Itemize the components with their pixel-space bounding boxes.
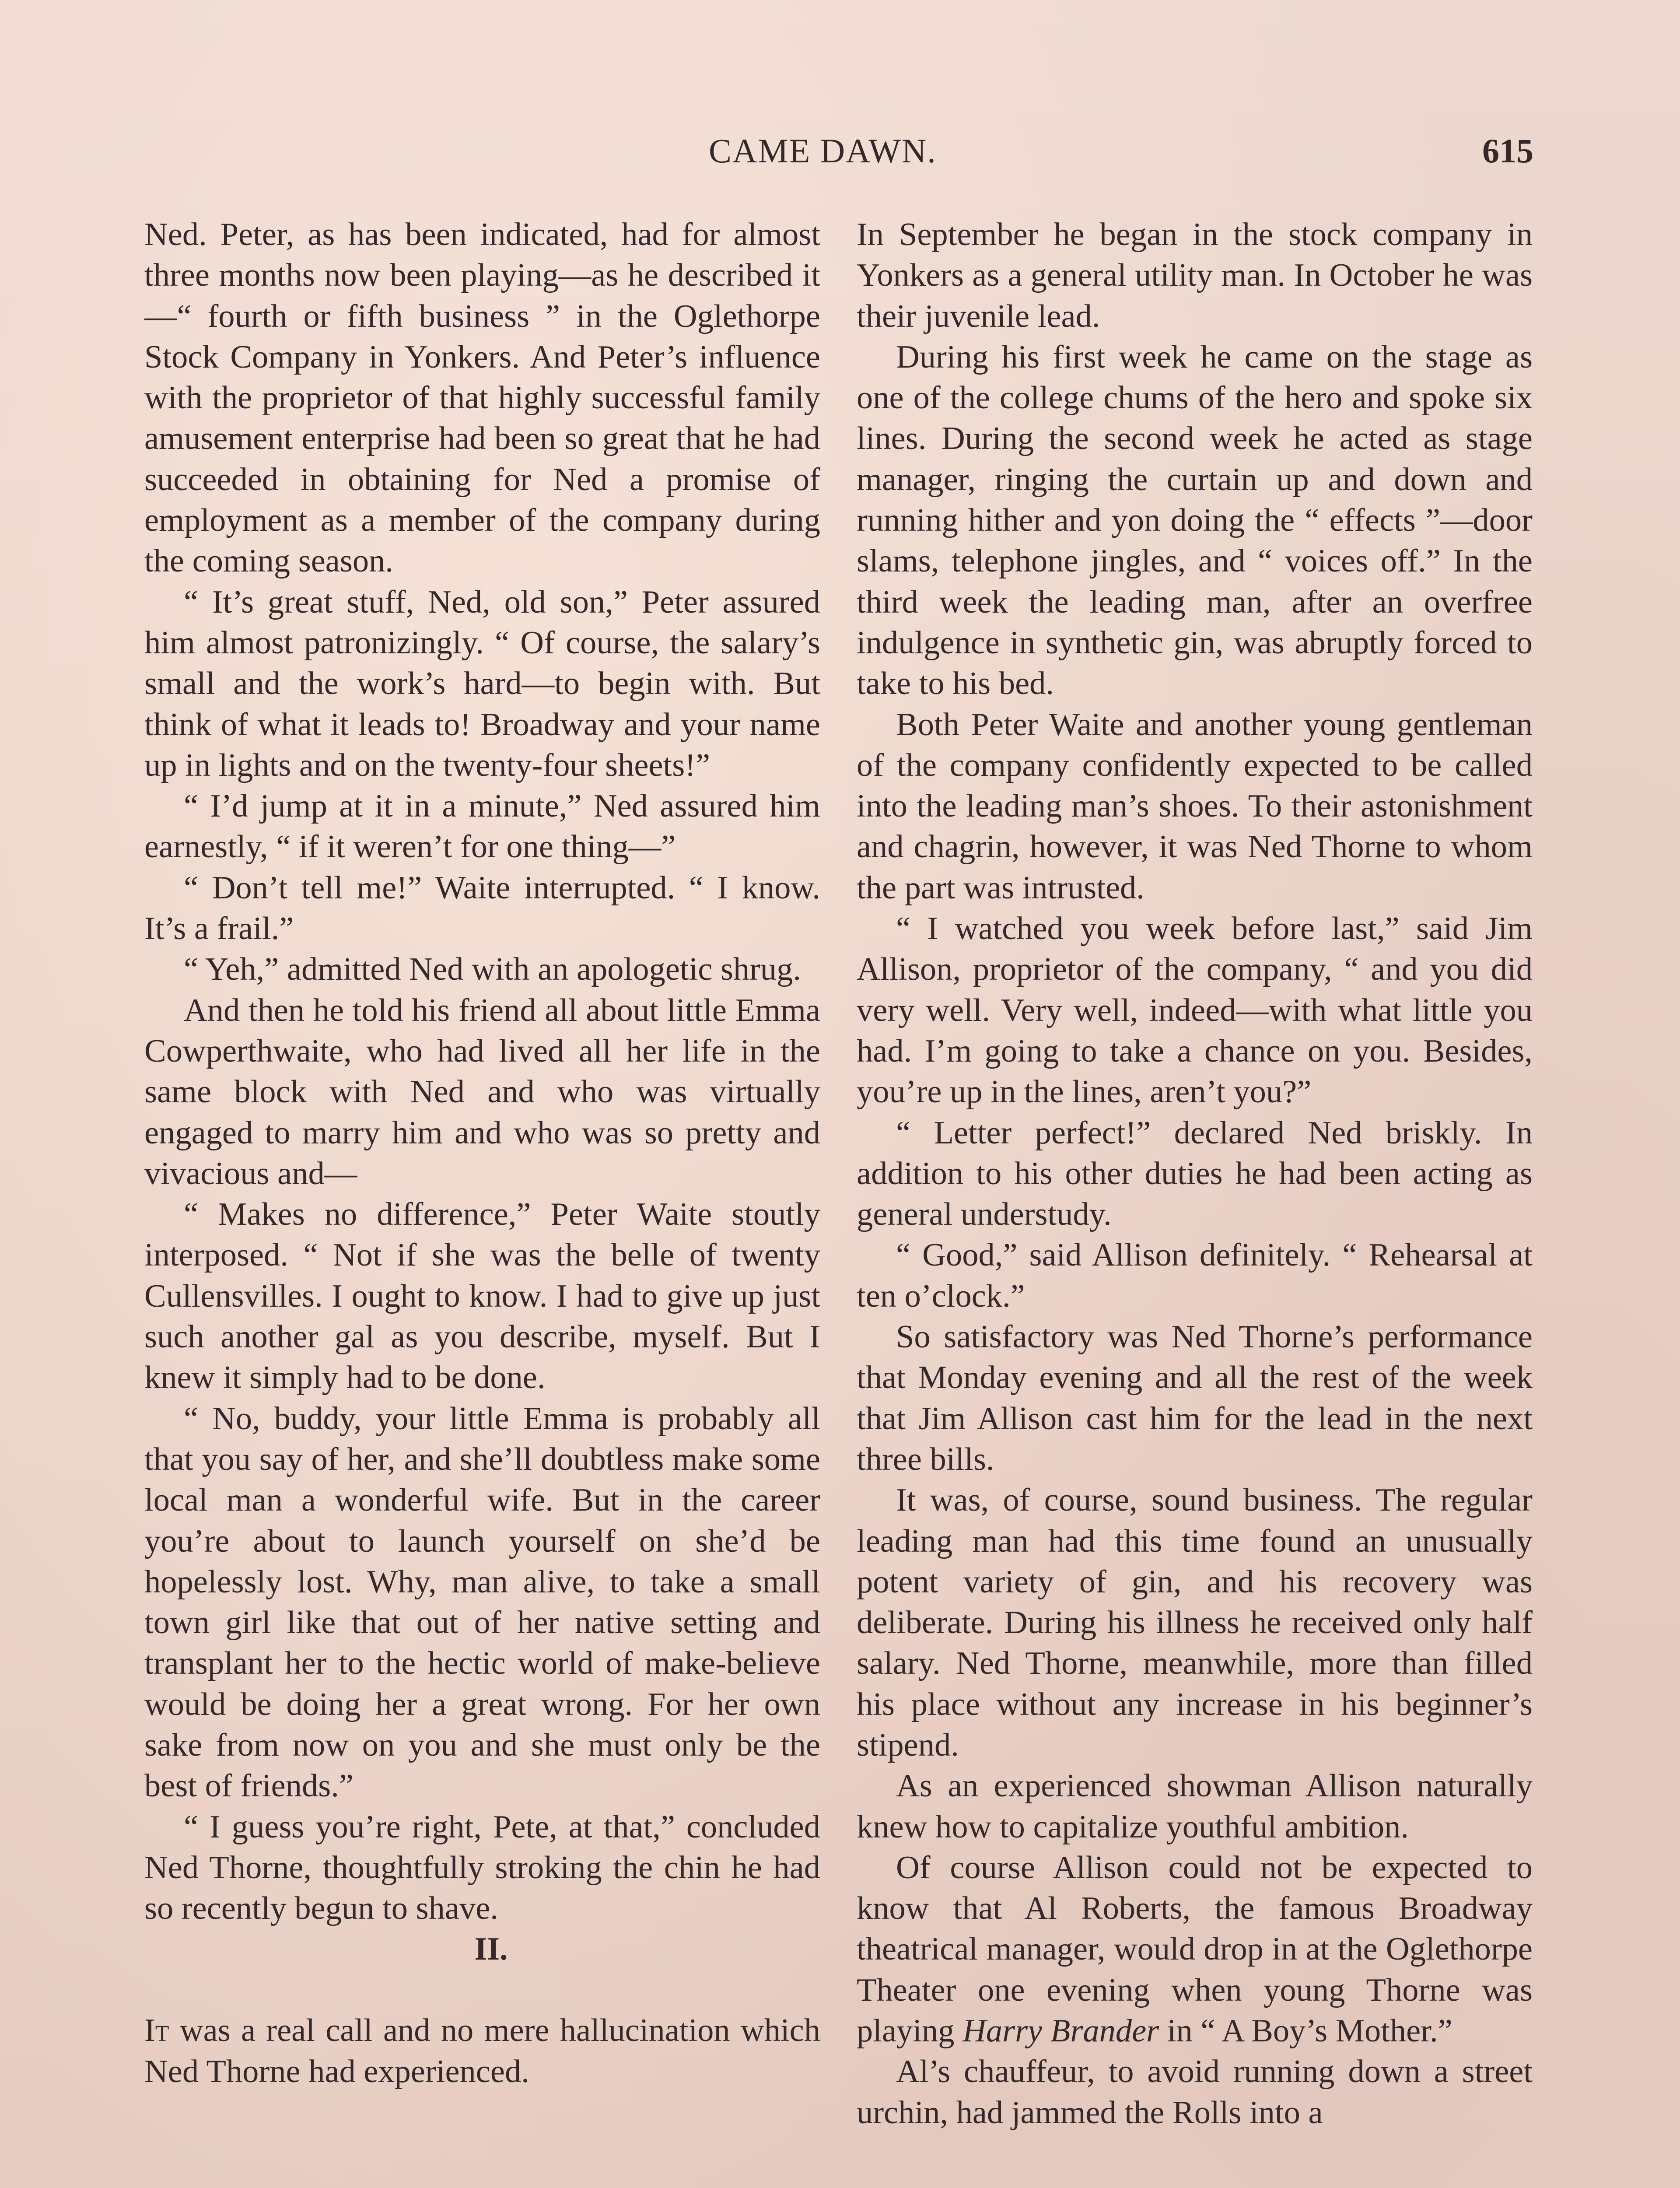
lead-text: was a real call and no mere hallucination which Ned Thorne had experienced. [144,2013,820,2090]
paragraph: “ Good,” said Allison definitely. “ Rehearsal at ten o’clock.” [857,1237,1533,1314]
paragraph: Ned. Peter, as has been indicated, had for almost three months now been playing—as he described it—“ fourth or fifth business ” in the Oglethorpe Stock Company in Yonkers. And Peter’s influence with the proprietor of that highly successful family amusement enterprise had been so great that he had succeeded in obtaining for Ned a promise of employment as a member of the company during the coming season. [144,217,820,579]
lead-word: It [144,2013,169,2049]
paragraph: “ Don’t tell me!” Waite interrupted. “ I know. It’s a frail.” [144,870,820,947]
paragraph: “ Yeh,” admitted Ned with an apologetic shrug. [184,951,802,988]
paragraph: As an experienced showman Allison naturally knew how to capitalize youthful ambition. [857,1768,1533,1845]
paragraph: “ I’d jump at it in a minute,” Ned assured him earnestly, “ if it weren’t for one thing—” [144,788,820,865]
section-opening-paragraph [144,2010,820,2092]
paragraph: “ I guess you’re right, Pete, at that,” concluded Ned Thorne, thoughtfully stroking the chin he had so recently begun to shave. [144,1809,820,1927]
paragraph: “ Letter perfect!” declared Ned briskly. In addition to his other duties he had been acting as general understudy. [857,1115,1533,1233]
paragraph [857,1848,1533,2051]
right-text-column [857,214,1533,2133]
paragraph: “ No, buddy, your little Emma is probably all that you say of her, and she’ll doubtless make some local man a wonderful wife. But in the career you’re about to launch yourself on she’d be hopelessly lost. Why, man alive, to take a small town girl like that out of her native setting and transplant her to the hectic world of make-believe would be doing her a great wrong. For her own sake from now on you and she must only be the best of friends.” [144,1400,820,1804]
paragraph: It was, of course, sound business. The regular leading man had this time found an unusually potent variety of gin, and his recovery was deliberate. During his illness he received only half salary. Ned Thorne, meanwhile, more than filled his place without any increase in his beginner’s stipend. [857,1482,1533,1763]
paragraph-text: Of course Allison could not be expected to know that Al Roberts, the famous Broadway theatrical manager, would drop in at the Oglethorpe Theater one evening when young Thorne was playing [857,1849,1533,2049]
page-number: 615 [1482,132,1533,170]
paragraph: In September he began in the stock company in Yonkers as a general utility man. In October he was their juvenile lead. [857,217,1533,334]
section-heading: II. [474,1931,508,1967]
paragraph-text: in “ A Boy’s Mother.” [1159,2013,1452,2049]
paragraph: “ Makes no difference,” Peter Waite stoutly interposed. “ Not if she was the belle of twenty Cullensvilles. I ought to know. I had to give up just such another gal as you describe, myself. But I knew it simply had to be done. [144,1196,820,1396]
left-text-column [144,214,820,2092]
role-name: Harry Brander [962,2013,1159,2049]
paragraph: “ I watched you week before last,” said Jim Allison, proprietor of the company, “ and you did very well. Very well, indeed—with what little you had. I’m going to take a chance on you. Besides, you’re up in the lines, aren’t you?” [857,911,1533,1110]
paragraph: During his first week he came on the stage as one of the college chums of the hero and spoke six lines. During the second week he acted as stage manager, ringing the curtain up and down and running hither and yon doing the “ effects ”—door slams, telephone jingles, and “ voices off.” In the third week the leading man, after an overfree indulgence in synthetic gin, was abruptly forced to take to his bed. [857,339,1533,702]
paragraph: And then he told his friend all about little Emma Cowperthwaite, who had lived all her life in the same block with Ned and who was virtually engaged to marry him and who was so pretty and vivacious and— [144,992,820,1192]
running-title: CAME DAWN. [709,132,937,170]
paragraph: “ It’s great stuff, Ned, old son,” Peter assured him almost patronizingly. “ Of course, the salary’s small and the work’s hard—to begin with. But think of what it leads to! Broadway and your name up in lights and on the twenty-four sheets!” [144,584,820,783]
paragraph: Both Peter Waite and another young gentleman of the company confidently expected to be called into the leading man’s shoes. To their astonishment and chagrin, however, it was Ned Thorne to whom the part was intrusted. [857,706,1533,906]
paragraph: Al’s chauffeur, to avoid running down a street urchin, had jammed the Rolls into a [857,2054,1533,2131]
paragraph: So satisfactory was Ned Thorne’s performance that Monday evening and all the rest of the week that Jim Allison cast him for the lead in the next three bills. [857,1319,1533,1477]
